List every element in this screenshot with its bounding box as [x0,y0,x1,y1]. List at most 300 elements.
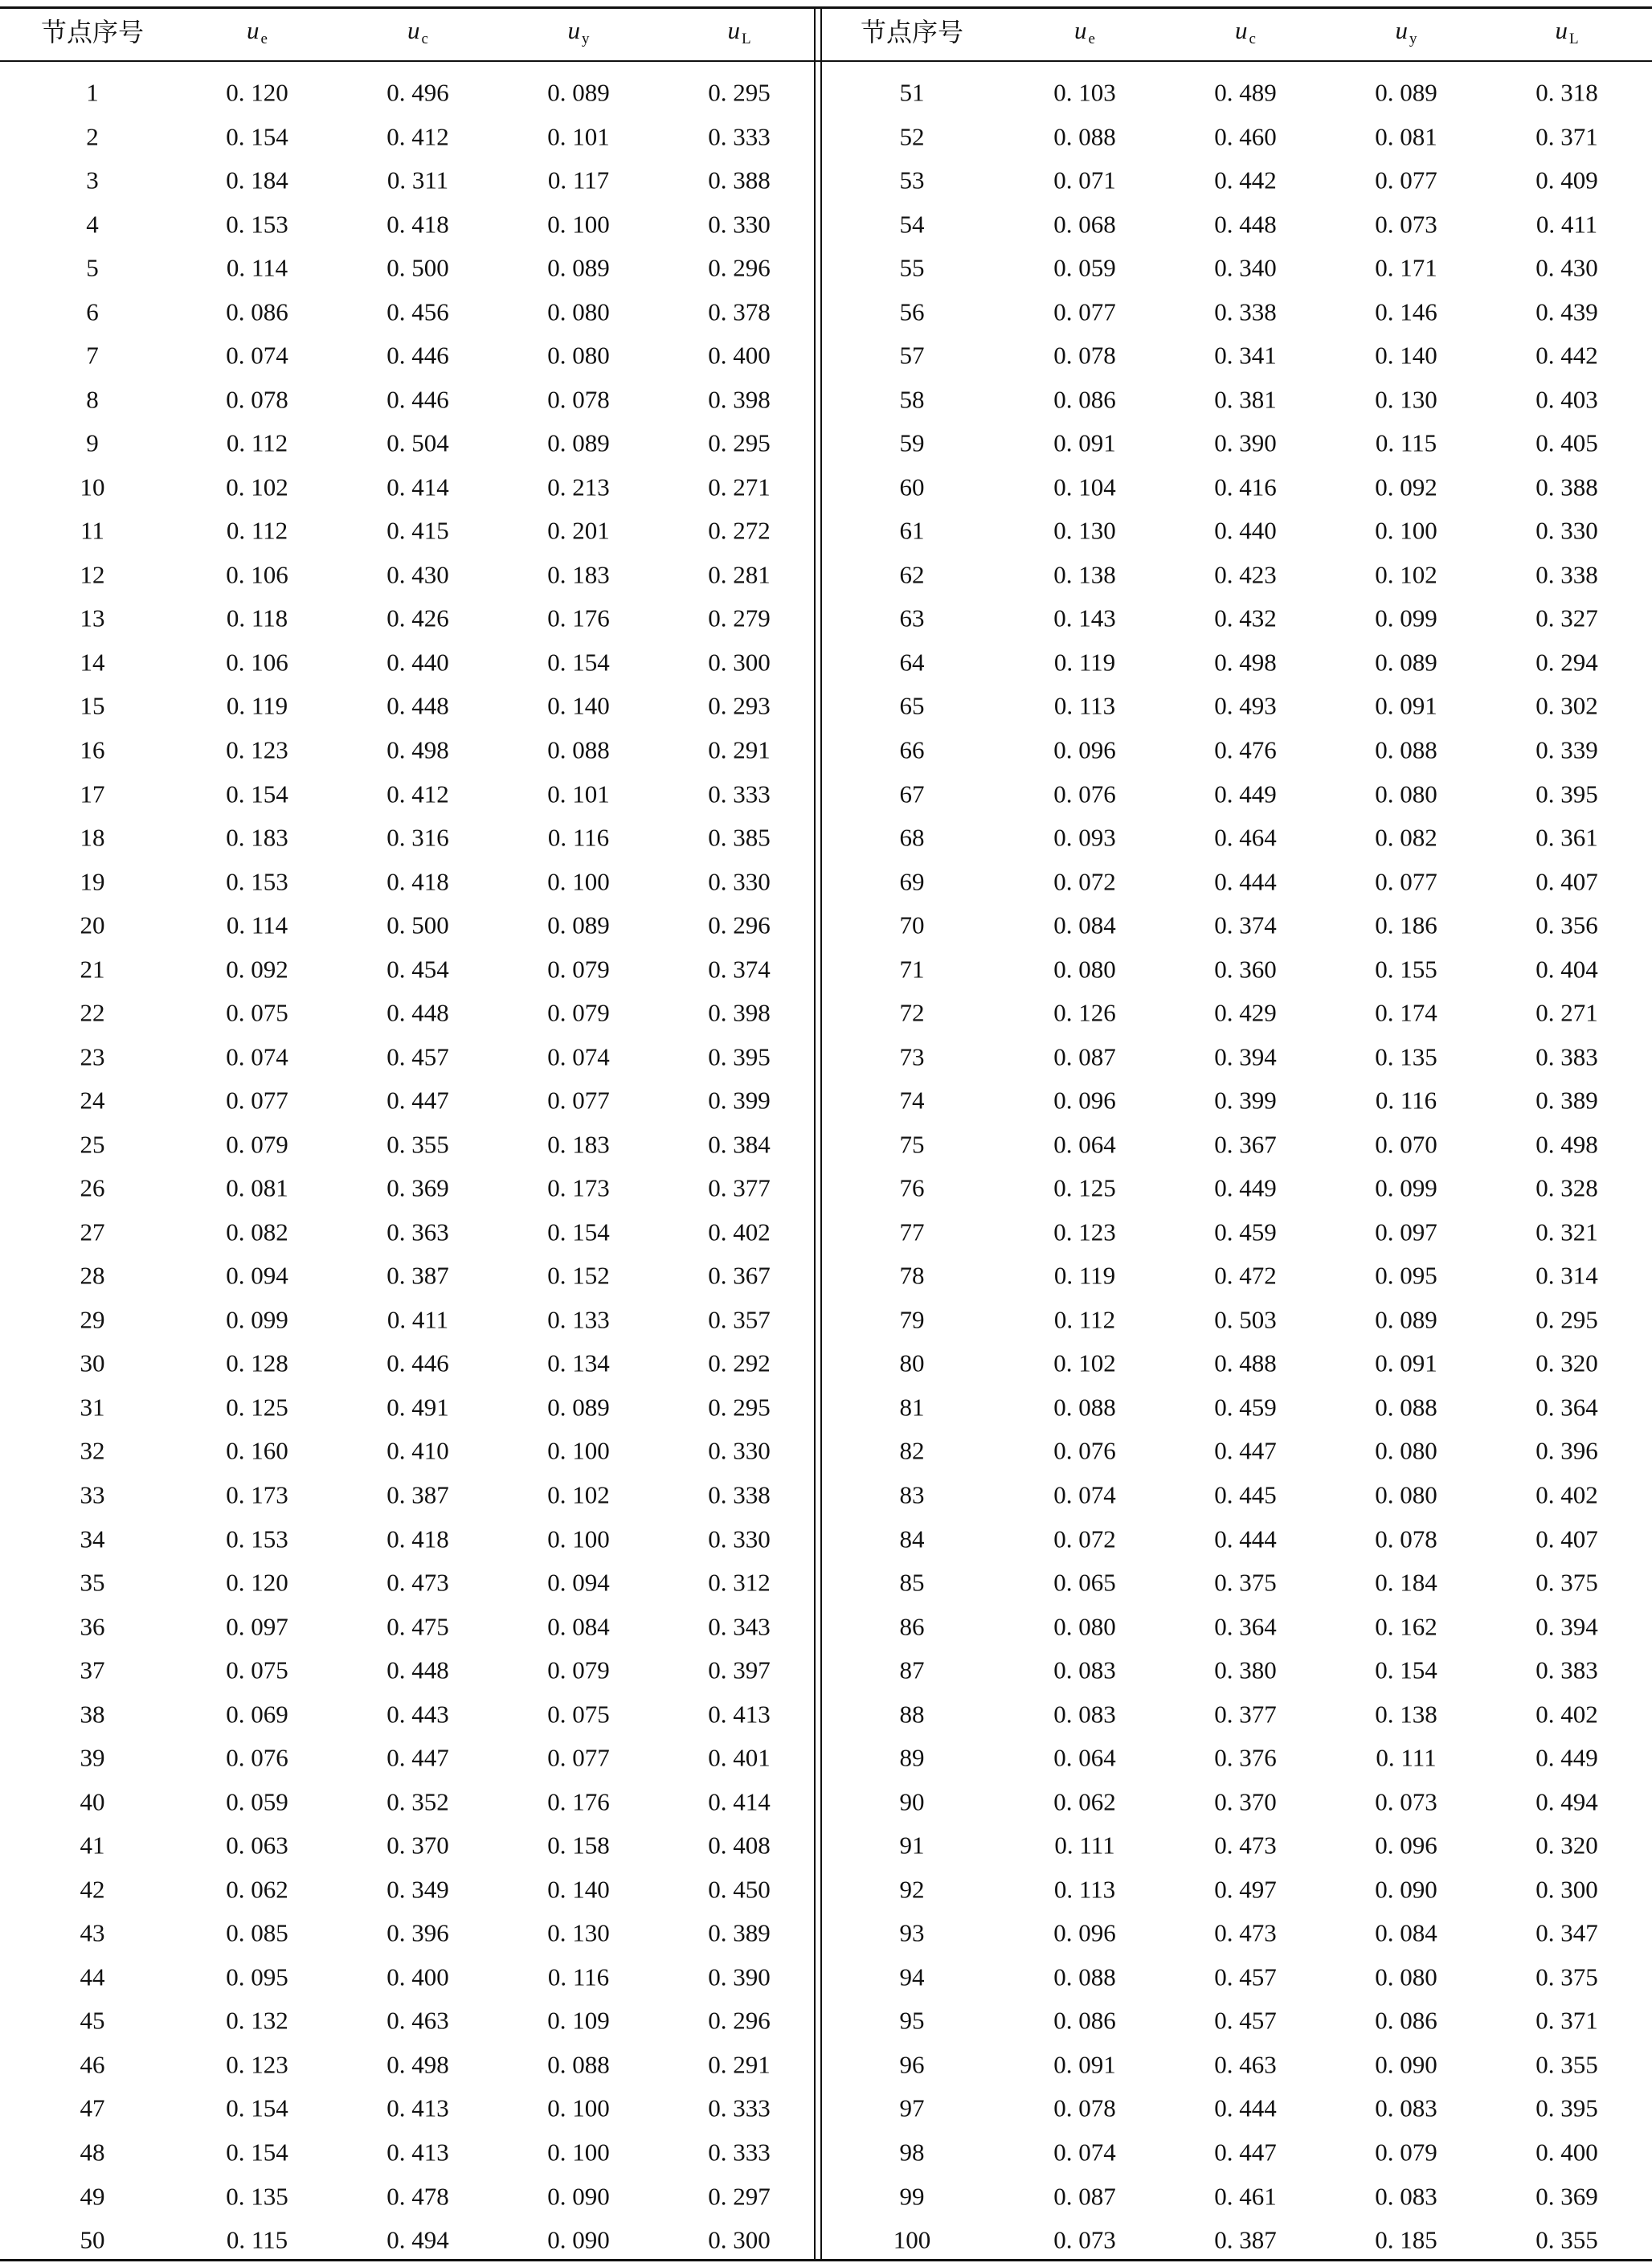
right-node-number-cell: 62 [899,560,925,589]
right-ue-value-cell: 0. 088 [1053,1393,1116,1422]
right-ul-value-cell: 0. 294 [1535,648,1598,677]
right-ul-value-cell: 0. 394 [1535,1612,1598,1641]
left-uc-value-cell: 0. 446 [386,1348,449,1377]
right-uy-value-cell: 0. 088 [1375,735,1437,764]
right-uc-value-cell: 0. 444 [1214,2093,1277,2122]
column-separator-left [814,8,816,2260]
left-ul-value-cell: 0. 401 [708,1743,771,1772]
right-uc-value-cell: 0. 375 [1214,1568,1277,1597]
right-uy-value-cell: 0. 083 [1375,2093,1437,2122]
left-ul-value-cell: 0. 296 [708,911,771,939]
right-ue-value-cell: 0. 087 [1053,2182,1116,2210]
left-node-number-cell: 32 [80,1436,105,1465]
right-ul-value-cell: 0. 371 [1535,122,1598,150]
left-uc-value-cell: 0. 446 [386,385,449,414]
right-uy-value-cell: 0. 185 [1375,2225,1437,2254]
left-ue-value-cell: 0. 099 [226,1305,288,1334]
left-node-number-cell: 21 [80,955,105,984]
right-ul-value-cell: 0. 449 [1535,1743,1598,1772]
left-uc-value-cell: 0. 478 [386,2182,449,2210]
left-ue-value-cell: 0. 135 [226,2182,288,2210]
right-uc-value-cell: 0. 416 [1214,473,1277,501]
right-uc-value-cell: 0. 457 [1214,1962,1277,1991]
right-ue-value-cell: 0. 096 [1053,735,1116,764]
right-ue-value-cell: 0. 113 [1053,1875,1116,1904]
left-ul-value-cell: 0. 388 [708,166,771,194]
left-ul-value-cell: 0. 390 [708,1962,771,1991]
left-node-number-cell: 4 [86,210,99,239]
left-node-number-cell: 3 [86,166,99,194]
left-uc-value-cell: 0. 412 [386,780,449,808]
left-ue-value-cell: 0. 085 [226,1918,288,1947]
left-ul-value-cell: 0. 399 [708,1086,771,1115]
left-ue-value-cell: 0. 069 [226,1700,288,1729]
left-uy-value-cell: 0. 133 [547,1305,610,1334]
right-ue-value-cell: 0. 062 [1053,1787,1116,1816]
left-uy-value-cell: 0. 183 [547,560,610,589]
right-uy-value-cell: 0. 146 [1375,297,1437,326]
right-uc-value-cell: 0. 460 [1214,122,1277,150]
right-ul-value-cell: 0. 338 [1535,560,1598,589]
left-uc-value-cell: 0. 418 [386,210,449,239]
left-ue-value-cell: 0. 106 [226,560,288,589]
left-uy-value-cell: 0. 100 [547,867,610,896]
right-node-number-cell: 66 [899,735,925,764]
right-uc-value-cell: 0. 377 [1214,1700,1277,1729]
left-uc-value-cell: 0. 443 [386,1700,449,1729]
left-uc-value-cell: 0. 448 [386,998,449,1027]
right-node-number-cell: 74 [899,1086,925,1115]
right-node-number-cell: 98 [899,2138,925,2167]
right-ul-value-cell: 0. 395 [1535,2093,1598,2122]
left-ue-value-cell: 0. 075 [226,1655,288,1684]
left-uc-value-cell: 0. 463 [386,2006,449,2035]
left-uy-value-cell: 0. 140 [547,1875,610,1904]
left-ue-value-cell: 0. 173 [226,1480,288,1509]
right-ul-value-cell: 0. 330 [1535,516,1598,545]
right-uc-value-cell: 0. 463 [1214,2050,1277,2079]
left-ue-value-cell: 0. 094 [226,1261,288,1290]
left-uy-value-cell: 0. 130 [547,1918,610,1947]
left-node-number-cell: 30 [80,1348,105,1377]
right-node-number-cell: 88 [899,1700,925,1729]
left-node-number-cell: 23 [80,1042,105,1071]
right-ue-value-cell: 0. 123 [1053,1217,1116,1246]
right-ue-value-cell: 0. 074 [1053,1480,1116,1509]
right-uy-value-cell: 0. 116 [1375,1086,1437,1115]
right-uc-value-cell: 0. 461 [1214,2182,1277,2210]
right-uc-value-cell: 0. 390 [1214,428,1277,457]
left-uy-value-cell: 0. 116 [547,823,610,852]
right-ue-value-cell: 0. 088 [1053,1962,1116,1991]
left-ul-value-cell: 0. 300 [708,648,771,677]
right-uc-value-cell: 0. 489 [1214,78,1277,107]
right-uc-value-cell: 0. 399 [1214,1086,1277,1115]
left-ue-value-cell: 0. 097 [226,1612,288,1641]
right-ul-value-cell: 0. 409 [1535,166,1598,194]
left-node-number-cell: 25 [80,1130,105,1159]
right-uc-value-cell: 0. 445 [1214,1480,1277,1509]
left-uy-value-cell: 0. 090 [547,2225,610,2254]
left-uy-value-cell: 0. 100 [547,2138,610,2167]
left-node-number-cell: 11 [80,516,104,545]
right-uc-value-cell: 0. 498 [1214,648,1277,677]
right-uc-value-cell: 0. 429 [1214,998,1277,1027]
left-uc-value-cell: 0. 413 [386,2138,449,2167]
right-uc-value-cell: 0. 497 [1214,1875,1277,1904]
left-uy-value-cell: 0. 077 [547,1086,610,1115]
left-uy-value-cell: 0. 075 [547,1700,610,1729]
right-ul-value-cell: 0. 395 [1535,780,1598,808]
left-node-number-cell: 8 [86,385,99,414]
left-uc-value-cell: 0. 355 [386,1130,449,1159]
left-ul-value-cell: 0. 395 [708,1042,771,1071]
left-ul-value-cell: 0. 312 [708,1568,771,1597]
right-node-number-cell: 95 [899,2006,925,2035]
right-uc-value-cell: 0. 360 [1214,955,1277,984]
right-node-number-cell: 87 [899,1655,925,1684]
right-ue-value-cell: 0. 138 [1053,560,1116,589]
left-ue-value-cell: 0. 081 [226,1173,288,1202]
right-ue-value-cell: 0. 113 [1053,691,1116,720]
right-node-number-cell: 60 [899,473,925,501]
left-uc-value-cell: 0. 448 [386,1655,449,1684]
left-uc-value-cell: 0. 311 [386,166,449,194]
right-node-number-cell: 85 [899,1568,925,1597]
left-ul-value-cell: 0. 297 [708,2182,771,2210]
left-ul-value-cell: 0. 333 [708,2093,771,2122]
right-ul-value-cell: 0. 396 [1535,1436,1598,1465]
left-ul-value-cell: 0. 295 [708,78,771,107]
right-ul-value-cell: 0. 355 [1535,2050,1598,2079]
right-uy-value-cell: 0. 088 [1375,1393,1437,1422]
left-node-number-cell: 50 [80,2225,105,2254]
left-ul-value-cell: 0. 271 [708,473,771,501]
left-ul-value-cell: 0. 402 [708,1217,771,1246]
left-uy-value-cell: 0. 080 [547,341,610,370]
right-node-number-cell: 52 [899,122,925,150]
left-ul-value-cell: 0. 330 [708,1524,771,1553]
left-ue-value-cell: 0. 114 [226,911,288,939]
left-ue-value-cell: 0. 062 [226,1875,288,1904]
left-ul-value-cell: 0. 398 [708,998,771,1027]
right-ue-value-cell: 0. 087 [1053,1042,1116,1071]
left-ue-value-cell: 0. 154 [226,2138,288,2167]
right-node-number-cell: 69 [899,867,925,896]
right-ul-value-cell: 0. 389 [1535,1086,1598,1115]
right-uc-value-cell: 0. 444 [1214,1524,1277,1553]
right-ue-value-cell: 0. 111 [1054,1831,1115,1860]
left-uy-value-cell: 0. 102 [547,1480,610,1509]
left-node-number-cell: 43 [80,1918,105,1947]
right-ul-value-cell: 0. 400 [1535,2138,1598,2167]
left-uc-value-cell: 0. 363 [386,1217,449,1246]
left-node-number-cell: 41 [80,1831,105,1860]
right-uc-value-cell: 0. 370 [1214,1787,1277,1816]
right-node-number-cell: 67 [899,780,925,808]
right-ul-value-cell: 0. 369 [1535,2182,1598,2210]
right-ue-value-cell: 0. 072 [1053,867,1116,896]
left-header-node-number: 节点序号 [40,17,145,47]
left-uc-value-cell: 0. 504 [386,428,449,457]
left-header-ul-value: u $_L$ [727,16,751,47]
right-uy-value-cell: 0. 078 [1375,1524,1437,1553]
left-uy-value-cell: 0. 117 [547,166,610,194]
right-uc-value-cell: 0. 440 [1214,516,1277,545]
left-ul-value-cell: 0. 397 [708,1655,771,1684]
left-ul-value-cell: 0. 357 [708,1305,771,1334]
left-uy-value-cell: 0. 158 [547,1831,610,1860]
left-uc-value-cell: 0. 349 [386,1875,449,1904]
left-uy-value-cell: 0. 109 [547,2006,610,2035]
right-ue-value-cell: 0. 071 [1053,166,1116,194]
left-uc-value-cell: 0. 491 [386,1393,449,1422]
left-uy-value-cell: 0. 090 [547,2182,610,2210]
right-uy-value-cell: 0. 186 [1375,911,1437,939]
right-uy-value-cell: 0. 080 [1375,1480,1437,1509]
left-ue-value-cell: 0. 078 [226,385,288,414]
left-node-number-cell: 39 [80,1743,105,1772]
left-node-number-cell: 13 [80,604,105,632]
left-node-number-cell: 36 [80,1612,105,1641]
left-uy-value-cell: 0. 201 [547,516,610,545]
left-ue-value-cell: 0. 063 [226,1831,288,1860]
left-uy-value-cell: 0. 152 [547,1261,610,1290]
right-ue-value-cell: 0. 143 [1053,604,1116,632]
right-uc-value-cell: 0. 488 [1214,1348,1277,1377]
right-uy-value-cell: 0. 099 [1375,1173,1437,1202]
left-node-number-cell: 15 [80,691,105,720]
right-ue-value-cell: 0. 102 [1053,1348,1116,1377]
right-ue-value-cell: 0. 080 [1053,1612,1116,1641]
left-uy-value-cell: 0. 134 [547,1348,610,1377]
right-ul-value-cell: 0. 404 [1535,955,1598,984]
right-ue-value-cell: 0. 130 [1053,516,1116,545]
right-ue-value-cell: 0. 074 [1053,2138,1116,2167]
left-node-number-cell: 12 [80,560,105,589]
right-ul-value-cell: 0. 364 [1535,1393,1598,1422]
left-ul-value-cell: 0. 450 [708,1875,771,1904]
right-ul-value-cell: 0. 347 [1535,1918,1598,1947]
left-node-number-cell: 35 [80,1568,105,1597]
left-uc-value-cell: 0. 498 [386,2050,449,2079]
right-uy-value-cell: 0. 102 [1375,560,1437,589]
left-ue-value-cell: 0. 079 [226,1130,288,1159]
left-uc-value-cell: 0. 440 [386,648,449,677]
left-header-ue-value: u $_e$ [247,16,268,47]
left-ul-value-cell: 0. 295 [708,1393,771,1422]
left-node-number-cell: 18 [80,823,105,852]
left-node-number-cell: 38 [80,1700,105,1729]
left-header-uy-value: u $_y$ [567,16,590,47]
right-uy-value-cell: 0. 077 [1375,166,1437,194]
right-uy-value-cell: 0. 084 [1375,1918,1437,1947]
left-ul-value-cell: 0. 400 [708,341,771,370]
left-uy-value-cell: 0. 183 [547,1130,610,1159]
right-ue-value-cell: 0. 091 [1053,428,1116,457]
left-uc-value-cell: 0. 415 [386,516,449,545]
right-uy-value-cell: 0. 073 [1375,210,1437,239]
left-uc-value-cell: 0. 413 [386,2093,449,2122]
left-ul-value-cell: 0. 374 [708,955,771,984]
left-ue-value-cell: 0. 154 [226,780,288,808]
left-uy-value-cell: 0. 213 [547,473,610,501]
right-ul-value-cell: 0. 375 [1535,1568,1598,1597]
right-uc-value-cell: 0. 341 [1214,341,1277,370]
left-node-number-cell: 16 [80,735,105,764]
left-node-number-cell: 5 [86,253,99,282]
column-separator-right [820,8,822,2260]
right-node-number-cell: 75 [899,1130,925,1159]
left-ul-value-cell: 0. 398 [708,385,771,414]
left-ul-value-cell: 0. 296 [708,253,771,282]
right-uy-value-cell: 0. 162 [1375,1612,1437,1641]
right-ul-value-cell: 0. 314 [1535,1261,1598,1290]
right-uy-value-cell: 0. 092 [1375,473,1437,501]
right-ul-value-cell: 0. 383 [1535,1042,1598,1071]
right-uc-value-cell: 0. 457 [1214,2006,1277,2035]
right-uy-value-cell: 0. 174 [1375,998,1437,1027]
right-uy-value-cell: 0. 096 [1375,1831,1437,1860]
left-ue-value-cell: 0. 125 [226,1393,288,1422]
left-node-number-cell: 45 [80,2006,105,2035]
right-uc-value-cell: 0. 367 [1214,1130,1277,1159]
right-node-number-cell: 68 [899,823,925,852]
right-ue-value-cell: 0. 104 [1053,473,1116,501]
left-uc-value-cell: 0. 494 [386,2225,449,2254]
left-uc-value-cell: 0. 430 [386,560,449,589]
right-uc-value-cell: 0. 503 [1214,1305,1277,1334]
right-ue-value-cell: 0. 064 [1053,1743,1116,1772]
left-uy-value-cell: 0. 079 [547,998,610,1027]
left-node-number-cell: 10 [80,473,105,501]
right-uc-value-cell: 0. 432 [1214,604,1277,632]
right-uc-value-cell: 0. 464 [1214,823,1277,852]
left-uy-value-cell: 0. 140 [547,691,610,720]
right-ul-value-cell: 0. 300 [1535,1875,1598,1904]
right-uc-value-cell: 0. 473 [1214,1831,1277,1860]
left-ul-value-cell: 0. 330 [708,867,771,896]
left-uc-value-cell: 0. 447 [386,1743,449,1772]
right-uy-value-cell: 0. 111 [1376,1743,1437,1772]
right-ul-value-cell: 0. 430 [1535,253,1598,282]
right-uy-value-cell: 0. 140 [1375,341,1437,370]
right-uy-value-cell: 0. 089 [1375,1305,1437,1334]
right-node-number-cell: 81 [899,1393,925,1422]
right-ue-value-cell: 0. 080 [1053,955,1116,984]
right-uy-value-cell: 0. 086 [1375,2006,1437,2035]
left-ul-value-cell: 0. 414 [708,1787,771,1816]
right-ul-value-cell: 0. 371 [1535,2006,1598,2035]
left-ue-value-cell: 0. 120 [226,1568,288,1597]
right-ul-value-cell: 0. 295 [1535,1305,1598,1334]
right-node-number-cell: 94 [899,1962,925,1991]
right-uc-value-cell: 0. 444 [1214,867,1277,896]
left-uy-value-cell: 0. 079 [547,955,610,984]
left-node-number-cell: 20 [80,911,105,939]
left-node-number-cell: 37 [80,1655,105,1684]
left-ul-value-cell: 0. 378 [708,297,771,326]
left-uc-value-cell: 0. 387 [386,1480,449,1509]
left-node-number-cell: 46 [80,2050,105,2079]
right-ul-value-cell: 0. 388 [1535,473,1598,501]
left-uy-value-cell: 0. 176 [547,604,610,632]
left-ue-value-cell: 0. 112 [226,516,288,545]
left-node-number-cell: 27 [80,1217,105,1246]
left-ue-value-cell: 0. 123 [226,735,288,764]
right-uy-value-cell: 0. 090 [1375,2050,1437,2079]
left-ue-value-cell: 0. 154 [226,2093,288,2122]
right-uy-value-cell: 0. 115 [1375,428,1437,457]
left-ul-value-cell: 0. 377 [708,1173,771,1202]
right-uc-value-cell: 0. 459 [1214,1393,1277,1422]
right-ul-value-cell: 0. 439 [1535,297,1598,326]
left-uc-value-cell: 0. 454 [386,955,449,984]
right-ue-value-cell: 0. 064 [1053,1130,1116,1159]
left-ul-value-cell: 0. 343 [708,1612,771,1641]
right-ue-value-cell: 0. 076 [1053,1436,1116,1465]
left-node-number-cell: 2 [86,122,99,150]
right-uc-value-cell: 0. 387 [1214,2225,1277,2254]
left-uy-value-cell: 0. 094 [547,1568,610,1597]
right-node-number-cell: 91 [899,1831,925,1860]
left-header-uc-value: u $_c$ [407,16,428,47]
left-ue-value-cell: 0. 077 [226,1086,288,1115]
right-uc-value-cell: 0. 423 [1214,560,1277,589]
right-ul-value-cell: 0. 402 [1535,1480,1598,1509]
right-ue-value-cell: 0. 093 [1053,823,1116,852]
right-uy-value-cell: 0. 070 [1375,1130,1437,1159]
left-ue-value-cell: 0. 092 [226,955,288,984]
left-node-number-cell: 34 [80,1524,105,1553]
right-ul-value-cell: 0. 403 [1535,385,1598,414]
right-header-uc-value: u $_c$ [1235,16,1256,47]
left-uc-value-cell: 0. 456 [386,297,449,326]
right-uc-value-cell: 0. 447 [1214,2138,1277,2167]
right-uc-value-cell: 0. 447 [1214,1436,1277,1465]
left-uc-value-cell: 0. 387 [386,1261,449,1290]
left-node-number-cell: 7 [86,341,99,370]
right-header-ue-value: u $_e$ [1074,16,1095,47]
right-ue-value-cell: 0. 059 [1053,253,1116,282]
right-ue-value-cell: 0. 119 [1053,648,1116,677]
left-ul-value-cell: 0. 385 [708,823,771,852]
left-uc-value-cell: 0. 418 [386,867,449,896]
right-node-number-cell: 63 [899,604,925,632]
left-ue-value-cell: 0. 086 [226,297,288,326]
left-uy-value-cell: 0. 100 [547,1436,610,1465]
left-uc-value-cell: 0. 412 [386,122,449,150]
left-node-number-cell: 9 [86,428,99,457]
right-ul-value-cell: 0. 498 [1535,1130,1598,1159]
left-ue-value-cell: 0. 160 [226,1436,288,1465]
right-uc-value-cell: 0. 338 [1214,297,1277,326]
right-uc-value-cell: 0. 394 [1214,1042,1277,1071]
left-node-number-cell: 47 [80,2093,105,2122]
left-node-number-cell: 1 [86,78,99,107]
right-ue-value-cell: 0. 086 [1053,2006,1116,2035]
right-ue-value-cell: 0. 096 [1053,1918,1116,1947]
right-uy-value-cell: 0. 090 [1375,1875,1437,1904]
left-node-number-cell: 19 [80,867,105,896]
right-uy-value-cell: 0. 155 [1375,955,1437,984]
left-uy-value-cell: 0. 089 [547,1393,610,1422]
right-uy-value-cell: 0. 135 [1375,1042,1437,1071]
right-ue-value-cell: 0. 096 [1053,1086,1116,1115]
right-uc-value-cell: 0. 364 [1214,1612,1277,1641]
left-ue-value-cell: 0. 112 [226,428,288,457]
right-uc-value-cell: 0. 449 [1214,1173,1277,1202]
